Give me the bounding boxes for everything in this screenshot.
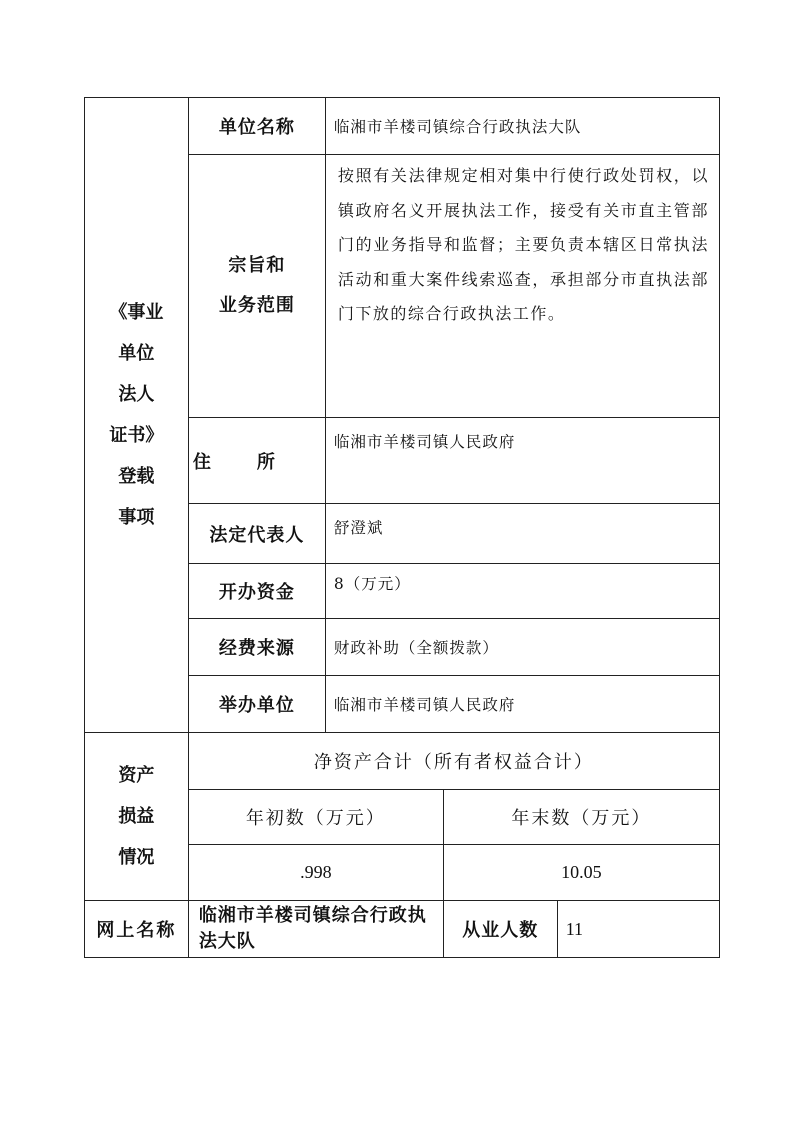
side-label-line: 事项	[118, 507, 155, 528]
side-label-line: 证书》	[109, 425, 164, 446]
capital-text: 8（万元）	[333, 575, 411, 593]
legal-rep-text: 舒澄斌	[333, 519, 384, 537]
online-name-label: 网上名称	[85, 901, 189, 958]
capital-value	[325, 564, 719, 619]
online-name-value: 临湘市羊楼司镇综合行政执法大队	[188, 901, 443, 958]
net-assets-header: 净资产合计（所有者权益合计）	[188, 733, 719, 790]
unit-name-value: 临湘市羊楼司镇综合行政执法大队	[325, 98, 719, 155]
registration-form-table	[84, 97, 720, 958]
purpose-label-line: 宗旨和	[228, 255, 286, 276]
legal-rep-value	[325, 504, 719, 564]
online-name-row	[85, 901, 720, 958]
side-label-line: 《事业	[109, 302, 164, 323]
side-label-line: 法人	[118, 384, 155, 405]
assets-label-line: 损益	[118, 806, 155, 827]
purpose-label	[188, 155, 325, 418]
end-of-year-value: 10.05	[443, 845, 719, 901]
side-label-line: 登载	[118, 466, 155, 487]
funding-label: 经费来源	[188, 619, 325, 676]
assets-label-line: 资产	[118, 765, 155, 786]
unit-name-label: 单位名称	[188, 98, 325, 155]
capital-label: 开办资金	[188, 564, 325, 619]
funding-value: 财政补助（全额拨款）	[325, 619, 719, 676]
assets-side-label	[85, 733, 189, 901]
assets-label-line: 情况	[118, 847, 155, 868]
legal-rep-label: 法定代表人	[188, 504, 325, 564]
net-assets-header-row	[85, 733, 720, 790]
begin-of-year-value: .998	[188, 845, 443, 901]
registration-side-label	[85, 98, 189, 733]
purpose-label-line: 业务范围	[218, 295, 295, 316]
side-label-line: 单位	[118, 343, 155, 364]
staff-count-label: 从业人数	[443, 901, 557, 958]
unit-name-row	[85, 98, 720, 155]
address-value	[325, 418, 719, 504]
sponsor-value: 临湘市羊楼司镇人民政府	[325, 676, 719, 733]
purpose-text: 按照有关法律规定相对集中行使行政处罚权，以镇政府名义开展执法工作，接受有关市直主管部门的业务指导和监督；主要负责本辖区日常执法活动和重大案件线索巡查，承担部分市直执法部门下放的综合行政执法工作。	[325, 155, 719, 418]
address-text: 临湘市羊楼司镇人民政府	[333, 433, 516, 451]
begin-of-year-header: 年初数（万元）	[188, 790, 443, 845]
address-label: 住所	[188, 418, 325, 504]
staff-count-value: 11	[557, 901, 719, 958]
end-of-year-header: 年末数（万元）	[443, 790, 719, 845]
sponsor-label: 举办单位	[188, 676, 325, 733]
